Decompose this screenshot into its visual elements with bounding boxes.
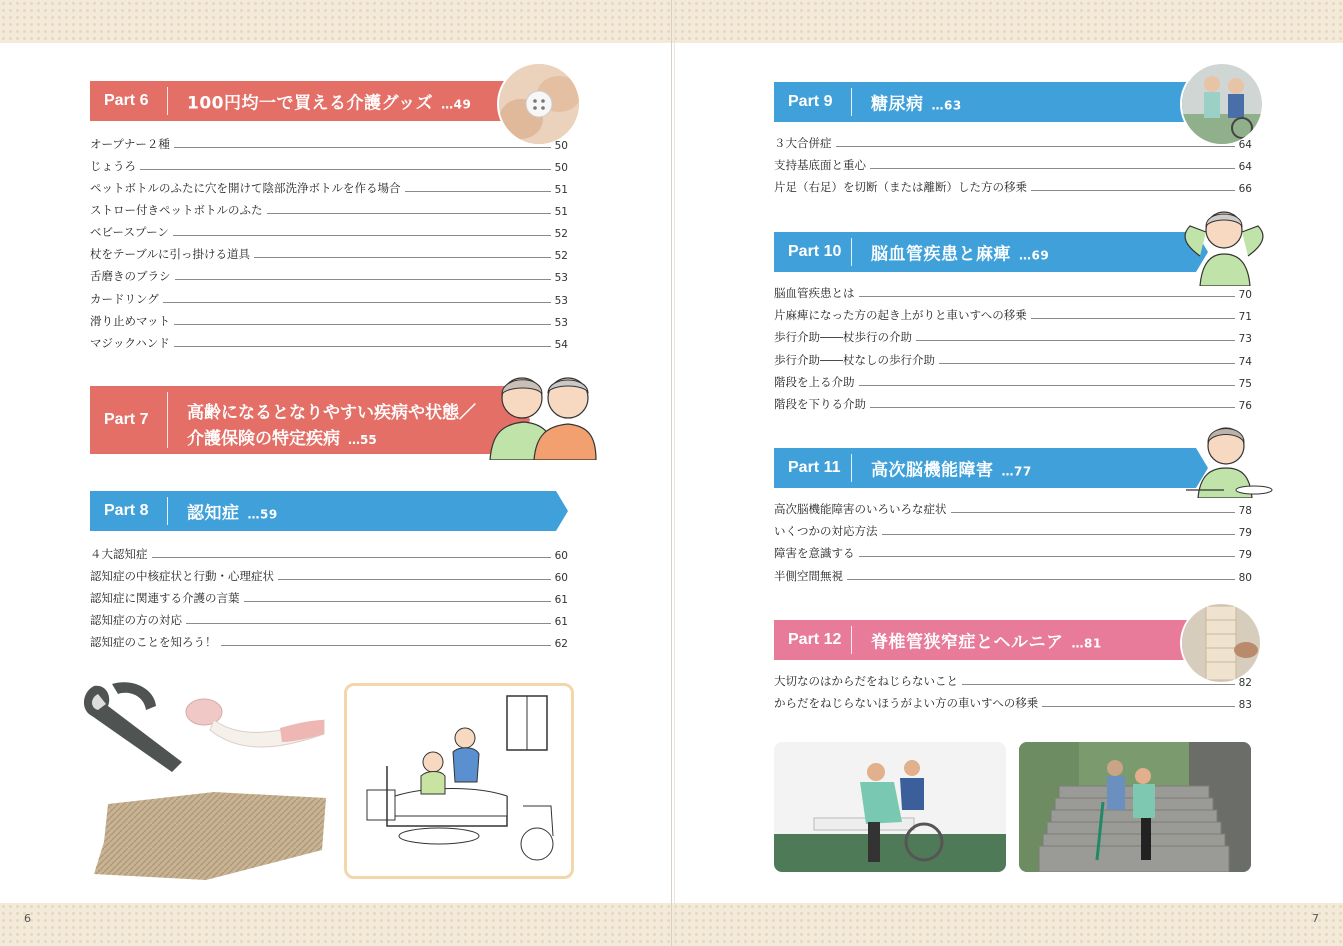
part-label: Part 6: [104, 92, 149, 109]
header-divider: [167, 87, 168, 115]
toc-item[interactable]: マジックハンド 54: [90, 336, 568, 351]
header-divider: [851, 454, 852, 482]
toc-item[interactable]: ベビースプーン 52: [90, 225, 568, 240]
header-divider: [167, 497, 168, 525]
toc-item[interactable]: 滑り止めマット 53: [90, 314, 568, 329]
toc-item[interactable]: からだをねじらないほうがよい方の車いすへの移乗 83: [774, 696, 1252, 711]
header-divider: [851, 238, 852, 266]
toc-item[interactable]: オープナー２種 50: [90, 137, 568, 152]
toc-item[interactable]: 杖をテーブルに引っ掛ける道具 52: [90, 247, 568, 262]
toc-item[interactable]: カードリング 53: [90, 292, 568, 307]
toc-item[interactable]: ３大合併症 64: [774, 136, 1252, 151]
toc-item[interactable]: 支持基底面と重心 64: [774, 158, 1252, 173]
part-11-header[interactable]: [774, 448, 1208, 488]
toc-item[interactable]: ストロー付きペットボトルのふた 51: [90, 203, 568, 218]
toc-item[interactable]: 障害を意識する 79: [774, 546, 1252, 561]
toc-item[interactable]: 認知症に関連する介護の言葉 61: [90, 591, 568, 606]
eating-illustration: [1184, 418, 1274, 498]
toc-item[interactable]: いくつかの対応方法 79: [774, 524, 1252, 539]
opener-tool-image: [76, 676, 192, 776]
elderly-couple-illustration: [488, 364, 598, 460]
part-title: 100円均一で買える介護グッズ …49: [187, 93, 472, 114]
toc-item[interactable]: 認知症の方の対応 61: [90, 613, 568, 628]
part-8-header[interactable]: [90, 491, 568, 531]
left-page-number: 6: [24, 912, 31, 925]
part-12-header[interactable]: [774, 620, 1214, 660]
stairs-assist-photo: [1019, 742, 1251, 872]
toc-item[interactable]: 脳血管疾患とは 70: [774, 286, 1252, 301]
toc-item[interactable]: じょうろ 50: [90, 159, 568, 174]
wheelchair-transfer-photo: [774, 742, 1006, 872]
header-divider: [851, 626, 852, 654]
headache-illustration: [1170, 196, 1276, 286]
part-6-header[interactable]: [90, 81, 530, 121]
toc-item[interactable]: 半側空間無視 80: [774, 569, 1252, 584]
part-label: Part 8: [104, 502, 149, 519]
non-slip-mat-image: [86, 788, 330, 884]
part-title: 脊椎管狭窄症とヘルニア …81: [871, 632, 1102, 653]
part-title-line1: 高齢になるとなりやすい疾病や状態／: [187, 403, 476, 423]
header-divider: [167, 392, 168, 448]
part-title: 高次脳機能障害 …77: [871, 460, 1032, 481]
part-7-header[interactable]: [90, 386, 530, 454]
toc-item[interactable]: ペットボトルのふたに穴を開けて陰部洗浄ボトルを作る場合 51: [90, 181, 568, 196]
toc-item[interactable]: 片足（右足）を切断（または離断）した方の移乗 66: [774, 180, 1252, 195]
toc-item[interactable]: 大切なのはからだをねじらないこと 82: [774, 674, 1252, 689]
toc-item[interactable]: 階段を下りる介助 76: [774, 397, 1252, 412]
transfer-photo-circle: [1180, 62, 1264, 146]
caregiving-illustration: [344, 683, 574, 879]
part-label: Part 11: [788, 459, 841, 476]
part-label: Part 7: [104, 411, 149, 428]
toc-item[interactable]: 認知症のことを知ろう！ 62: [90, 635, 568, 650]
part-title: 脳血管疾患と麻痺 …69: [871, 244, 1050, 265]
header-divider: [851, 88, 852, 116]
part-title: 糖尿病 …63: [871, 94, 962, 115]
toc-item[interactable]: 認知症の中核症状と行動・心理症状 60: [90, 569, 568, 584]
page-spine: [671, 0, 672, 946]
part-9-header[interactable]: [774, 82, 1218, 122]
part-label: Part 9: [788, 93, 833, 110]
spine-model-photo: [1180, 602, 1262, 684]
toc-item[interactable]: 舌磨きのブラシ 53: [90, 269, 568, 284]
part-label: Part 10: [788, 243, 842, 260]
page-spine-shadow: [674, 0, 675, 946]
part-label: Part 12: [788, 631, 842, 648]
baby-spoon-image: [184, 690, 328, 760]
toc-item[interactable]: 歩行介助――杖歩行の介助 73: [774, 330, 1252, 345]
toc-item[interactable]: 高次脳機能障害のいろいろな症状 78: [774, 502, 1252, 517]
buttons-photo: [497, 62, 581, 146]
toc-item[interactable]: ４大認知症 60: [90, 547, 568, 562]
part-title: 認知症 …59: [187, 503, 278, 524]
toc-item[interactable]: 片麻痺になった方の起き上がりと車いすへの移乗 71: [774, 308, 1252, 323]
toc-item[interactable]: 階段を上る介助 75: [774, 375, 1252, 390]
right-page-number: 7: [1312, 912, 1319, 925]
part-title-line2: 介護保険の特定疾病 …55: [187, 429, 377, 449]
part-10-header[interactable]: [774, 232, 1208, 272]
toc-item[interactable]: 歩行介助――杖なしの歩行介助 74: [774, 353, 1252, 368]
